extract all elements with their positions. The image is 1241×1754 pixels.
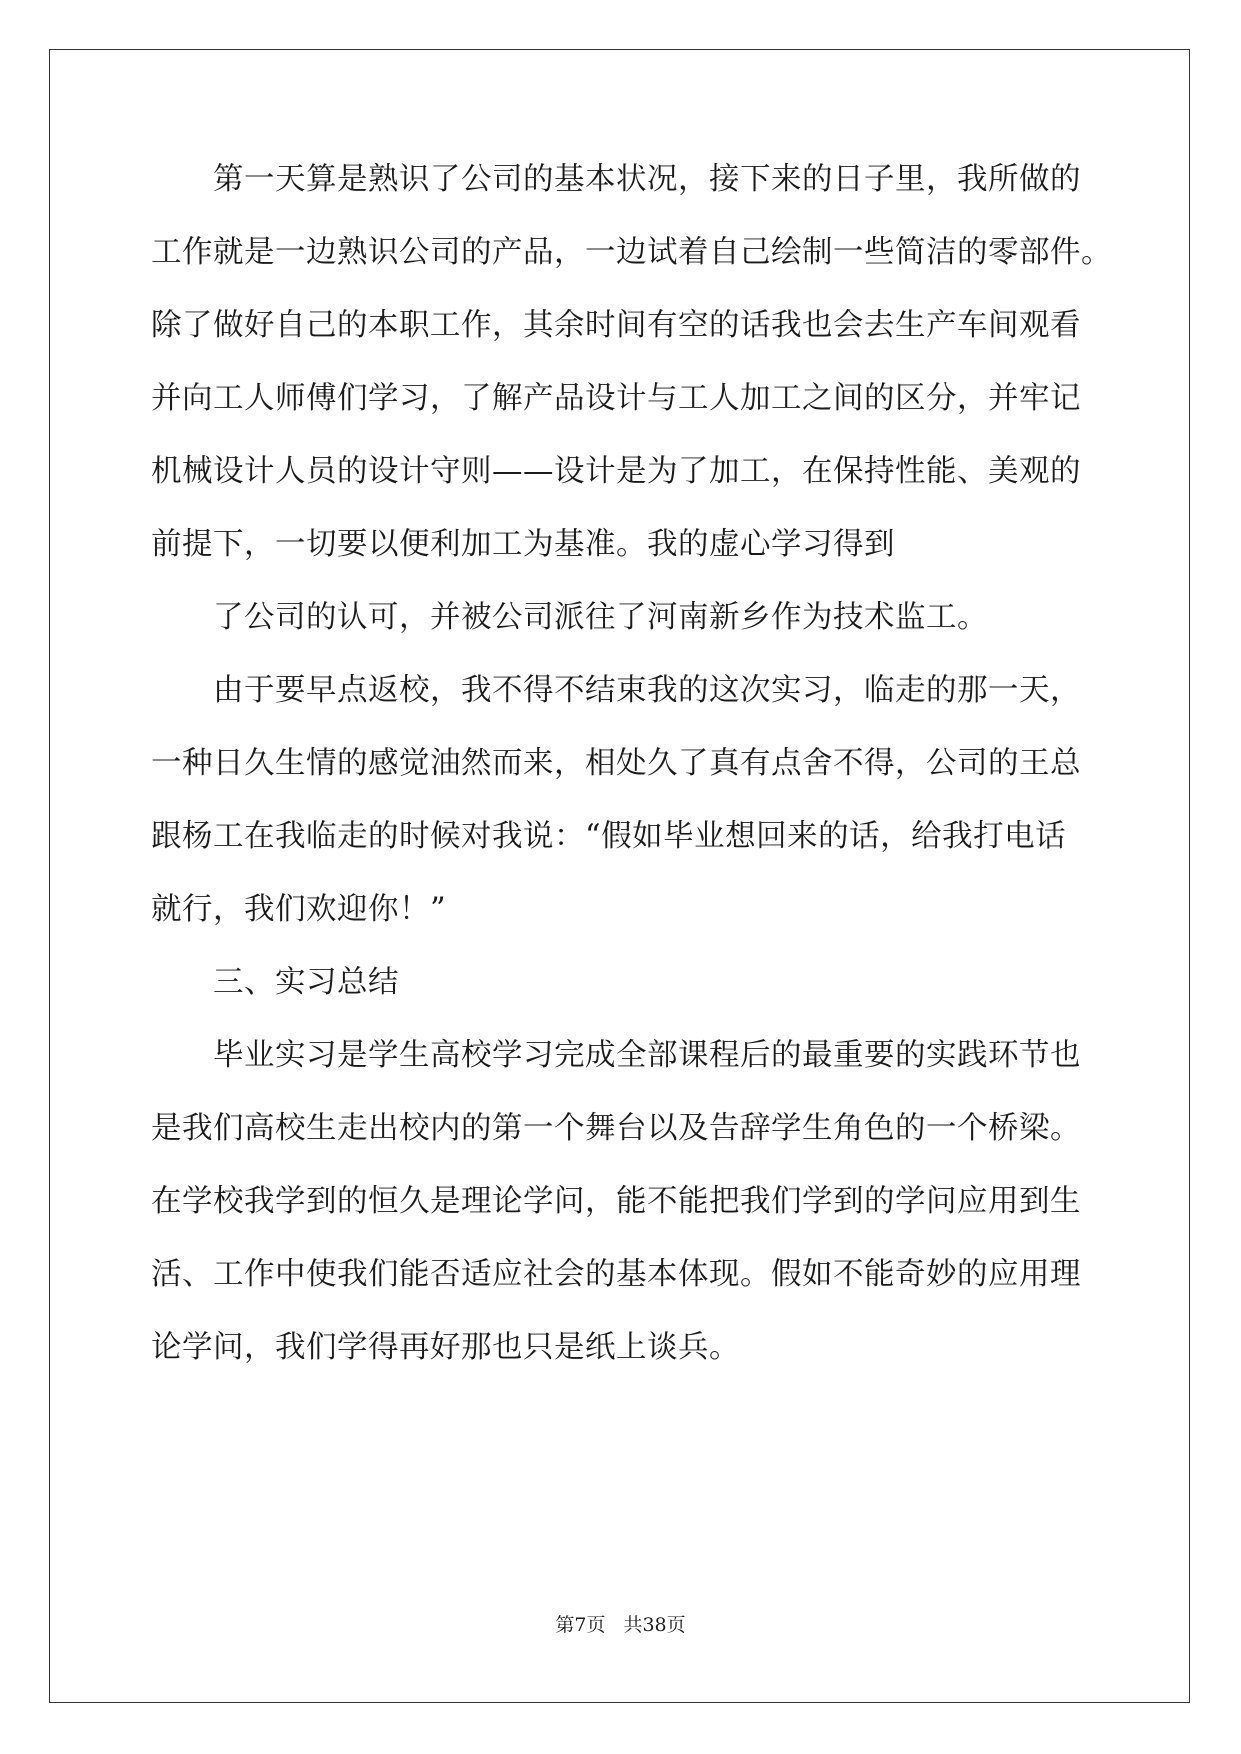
paragraph-line: 在学校我学到的恒久是理论学问，能不能把我们学到的学问应用到生 (151, 1184, 1081, 1219)
page-footer (0, 1612, 1241, 1638)
page-border (49, 49, 1190, 1703)
paragraph-line: 活、工作中使我们能否适应社会的基本体现。假如不能奇妙的应用理 (151, 1257, 1081, 1292)
paragraph-line: 工作就是一边熟识公司的产品，一边试着自己绘制一些简洁的零部件。 (151, 235, 1112, 270)
paragraph-line: 除了做好自己的本职工作，其余时间有空的话我也会去生产车间观看 (151, 308, 1081, 343)
paragraph-line: 一种日久生情的感觉油然而来，相处久了真有点舍不得，公司的王总 (151, 746, 1081, 781)
paragraph-line: 就行，我们欢迎你！” (151, 892, 447, 927)
page-number: 第7页 (555, 1614, 606, 1636)
paragraph-line: 跟杨工在我临走的时候对我说：“假如毕业想回来的话，给我打电话 (151, 819, 1067, 854)
page-total: 共38页 (623, 1614, 686, 1636)
paragraph-line: 并向工人师傅们学习，了解产品设计与工人加工之间的区分，并牢记 (151, 381, 1081, 416)
paragraph-line: 前提下，一切要以便利加工为基准。我的虚心学习得到 (151, 527, 895, 562)
paragraph-line: 了公司的认可，并被公司派往了河南新乡作为技术监工。 (213, 600, 988, 635)
paragraph-line: 由于要早点返校，我不得不结束我的这次实习，临走的那一天， (213, 673, 1081, 708)
paragraph-line: 毕业实习是学生高校学习完成全部课程后的最重要的实践环节也 (213, 1038, 1081, 1073)
paragraph-line: 是我们高校生走出校内的第一个舞台以及告辞学生角色的一个桥梁。 (151, 1111, 1081, 1146)
paragraph-line: 第一天算是熟识了公司的基本状况，接下来的日子里，我所做的 (213, 162, 1081, 197)
paragraph-line: 论学问，我们学得再好那也只是纸上谈兵。 (151, 1330, 740, 1365)
paragraph-line: 机械设计人员的设计守则——设计是为了加工，在保持性能、美观的 (151, 454, 1081, 489)
section-heading: 三、实习总结 (213, 965, 399, 1000)
